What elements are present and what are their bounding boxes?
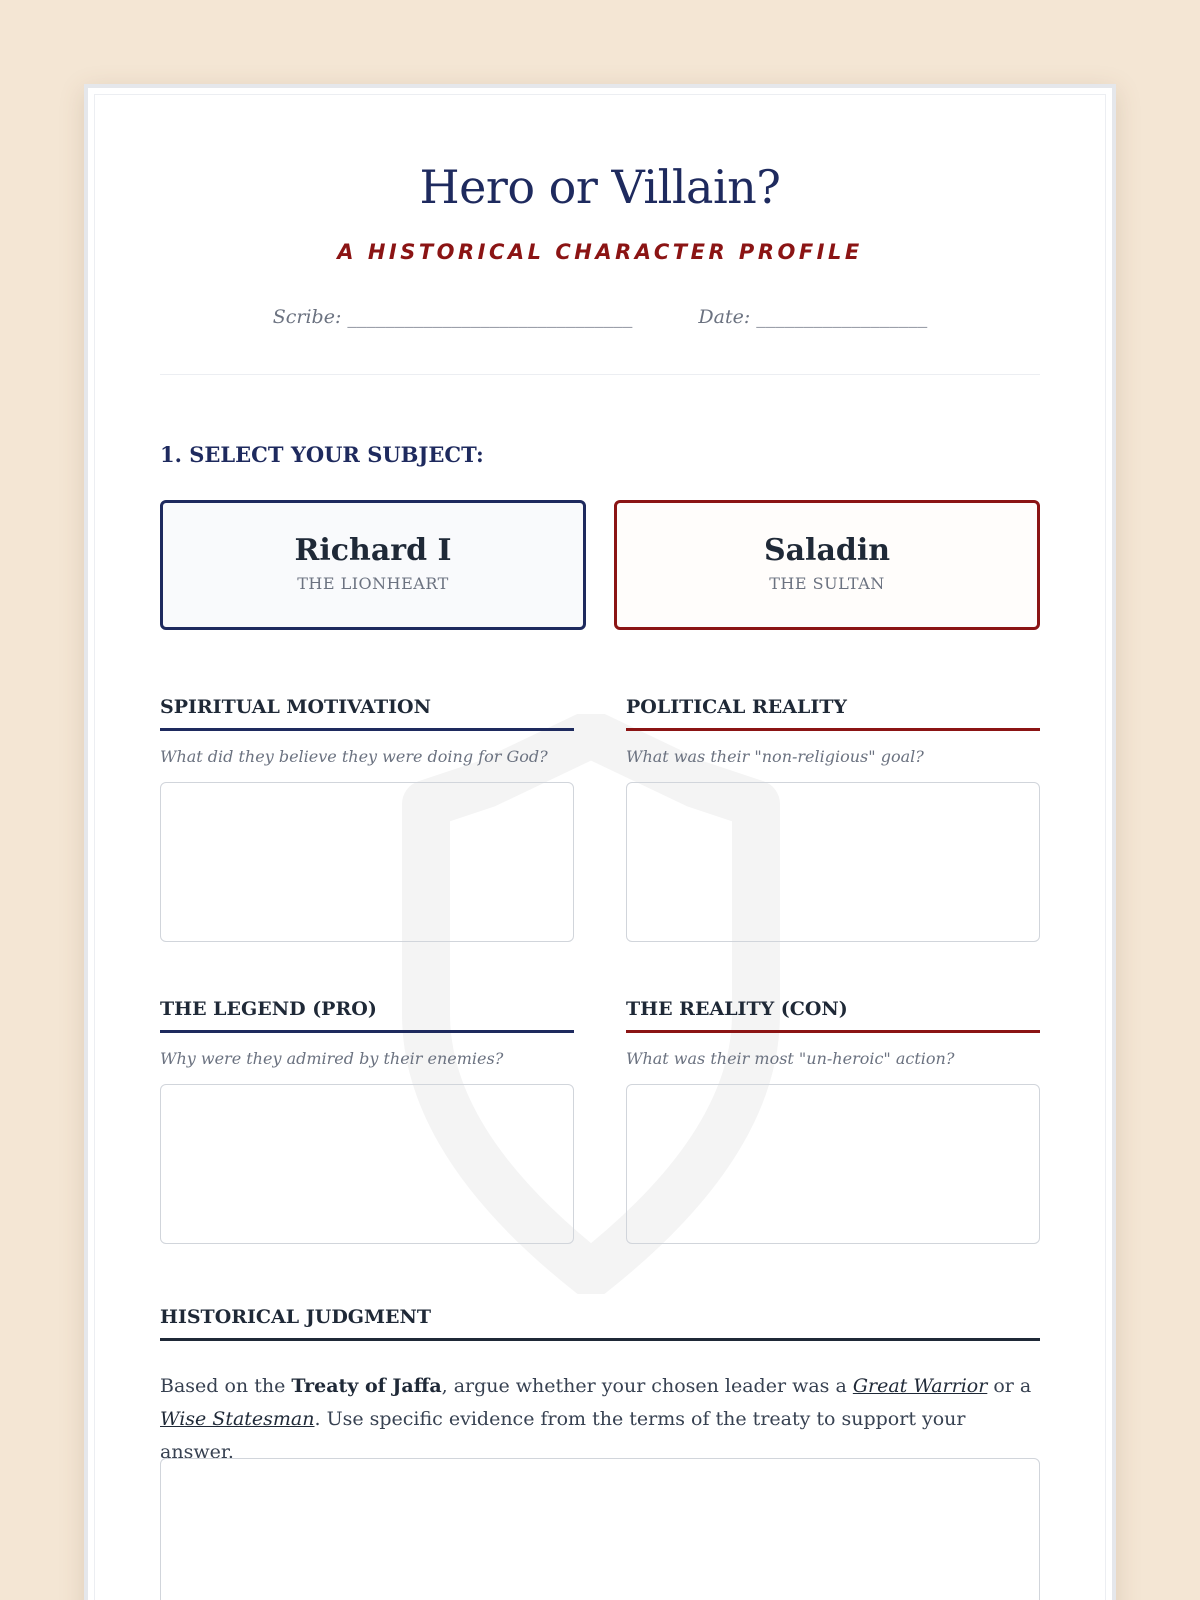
page-subtitle: A HISTORICAL CHARACTER PROFILE [337, 240, 863, 264]
prompt-text: , argue whether your chosen leader was a [441, 1375, 853, 1397]
option-wise-statesman: Wise Statesman [160, 1408, 315, 1430]
field-reality-con [626, 998, 1040, 1244]
subject-option-saladin[interactable] [614, 500, 1040, 630]
prompt-text: . Use specific evidence from the terms of the treaty to support your answer. [160, 1408, 966, 1463]
scribe-label: Scribe: [272, 306, 342, 328]
date-field[interactable] [698, 306, 927, 328]
field-hint: Why were they admired by their enemies? [160, 1049, 504, 1068]
field-legend-pro [160, 998, 574, 1244]
historical-judgment-input[interactable] [160, 1458, 1040, 1600]
header-divider [160, 374, 1040, 375]
subject-name: Richard I [294, 533, 452, 568]
field-hint: What was their most "un-heroic" action? [626, 1049, 955, 1068]
field-label: POLITICAL REALITY [626, 696, 1040, 731]
select-subject-heading: 1. SELECT YOUR SUBJECT: [160, 442, 484, 467]
subject-epithet: THE LIONHEART [297, 574, 449, 593]
field-hint: What did they believe they were doing for God? [160, 747, 548, 766]
field-label: THE REALITY (CON) [626, 998, 1040, 1033]
prompt-text: Based on the [160, 1375, 292, 1397]
subject-option-richard[interactable] [160, 500, 586, 630]
field-spiritual-motivation [160, 696, 574, 942]
scribe-blank: ______________________________ [347, 306, 633, 328]
field-hint: What was their "non-religious" goal? [626, 747, 924, 766]
spiritual-motivation-input[interactable] [160, 782, 574, 942]
historical-judgment-label: HISTORICAL JUDGMENT [160, 1306, 1040, 1341]
field-political-reality [626, 696, 1040, 942]
prompt-text: or a [987, 1375, 1032, 1397]
page-title: Hero or Villain? [419, 160, 781, 214]
historical-judgment-prompt [160, 1370, 1040, 1469]
field-label: THE LEGEND (PRO) [160, 998, 574, 1033]
date-label: Date: [698, 306, 751, 328]
meta-row [160, 306, 1040, 328]
option-great-warrior: Great Warrior [852, 1375, 988, 1397]
political-reality-input[interactable] [626, 782, 1040, 942]
scribe-field[interactable] [273, 306, 633, 328]
subject-epithet: THE SULTAN [769, 574, 885, 593]
subject-name: Saladin [763, 533, 891, 568]
field-label: SPIRITUAL MOTIVATION [160, 696, 574, 731]
worksheet-page [84, 84, 1116, 1600]
reality-con-input[interactable] [626, 1084, 1040, 1244]
legend-pro-input[interactable] [160, 1084, 574, 1244]
date-blank: __________________ [756, 306, 928, 328]
treaty-name: Treaty of Jaffa [291, 1375, 442, 1397]
